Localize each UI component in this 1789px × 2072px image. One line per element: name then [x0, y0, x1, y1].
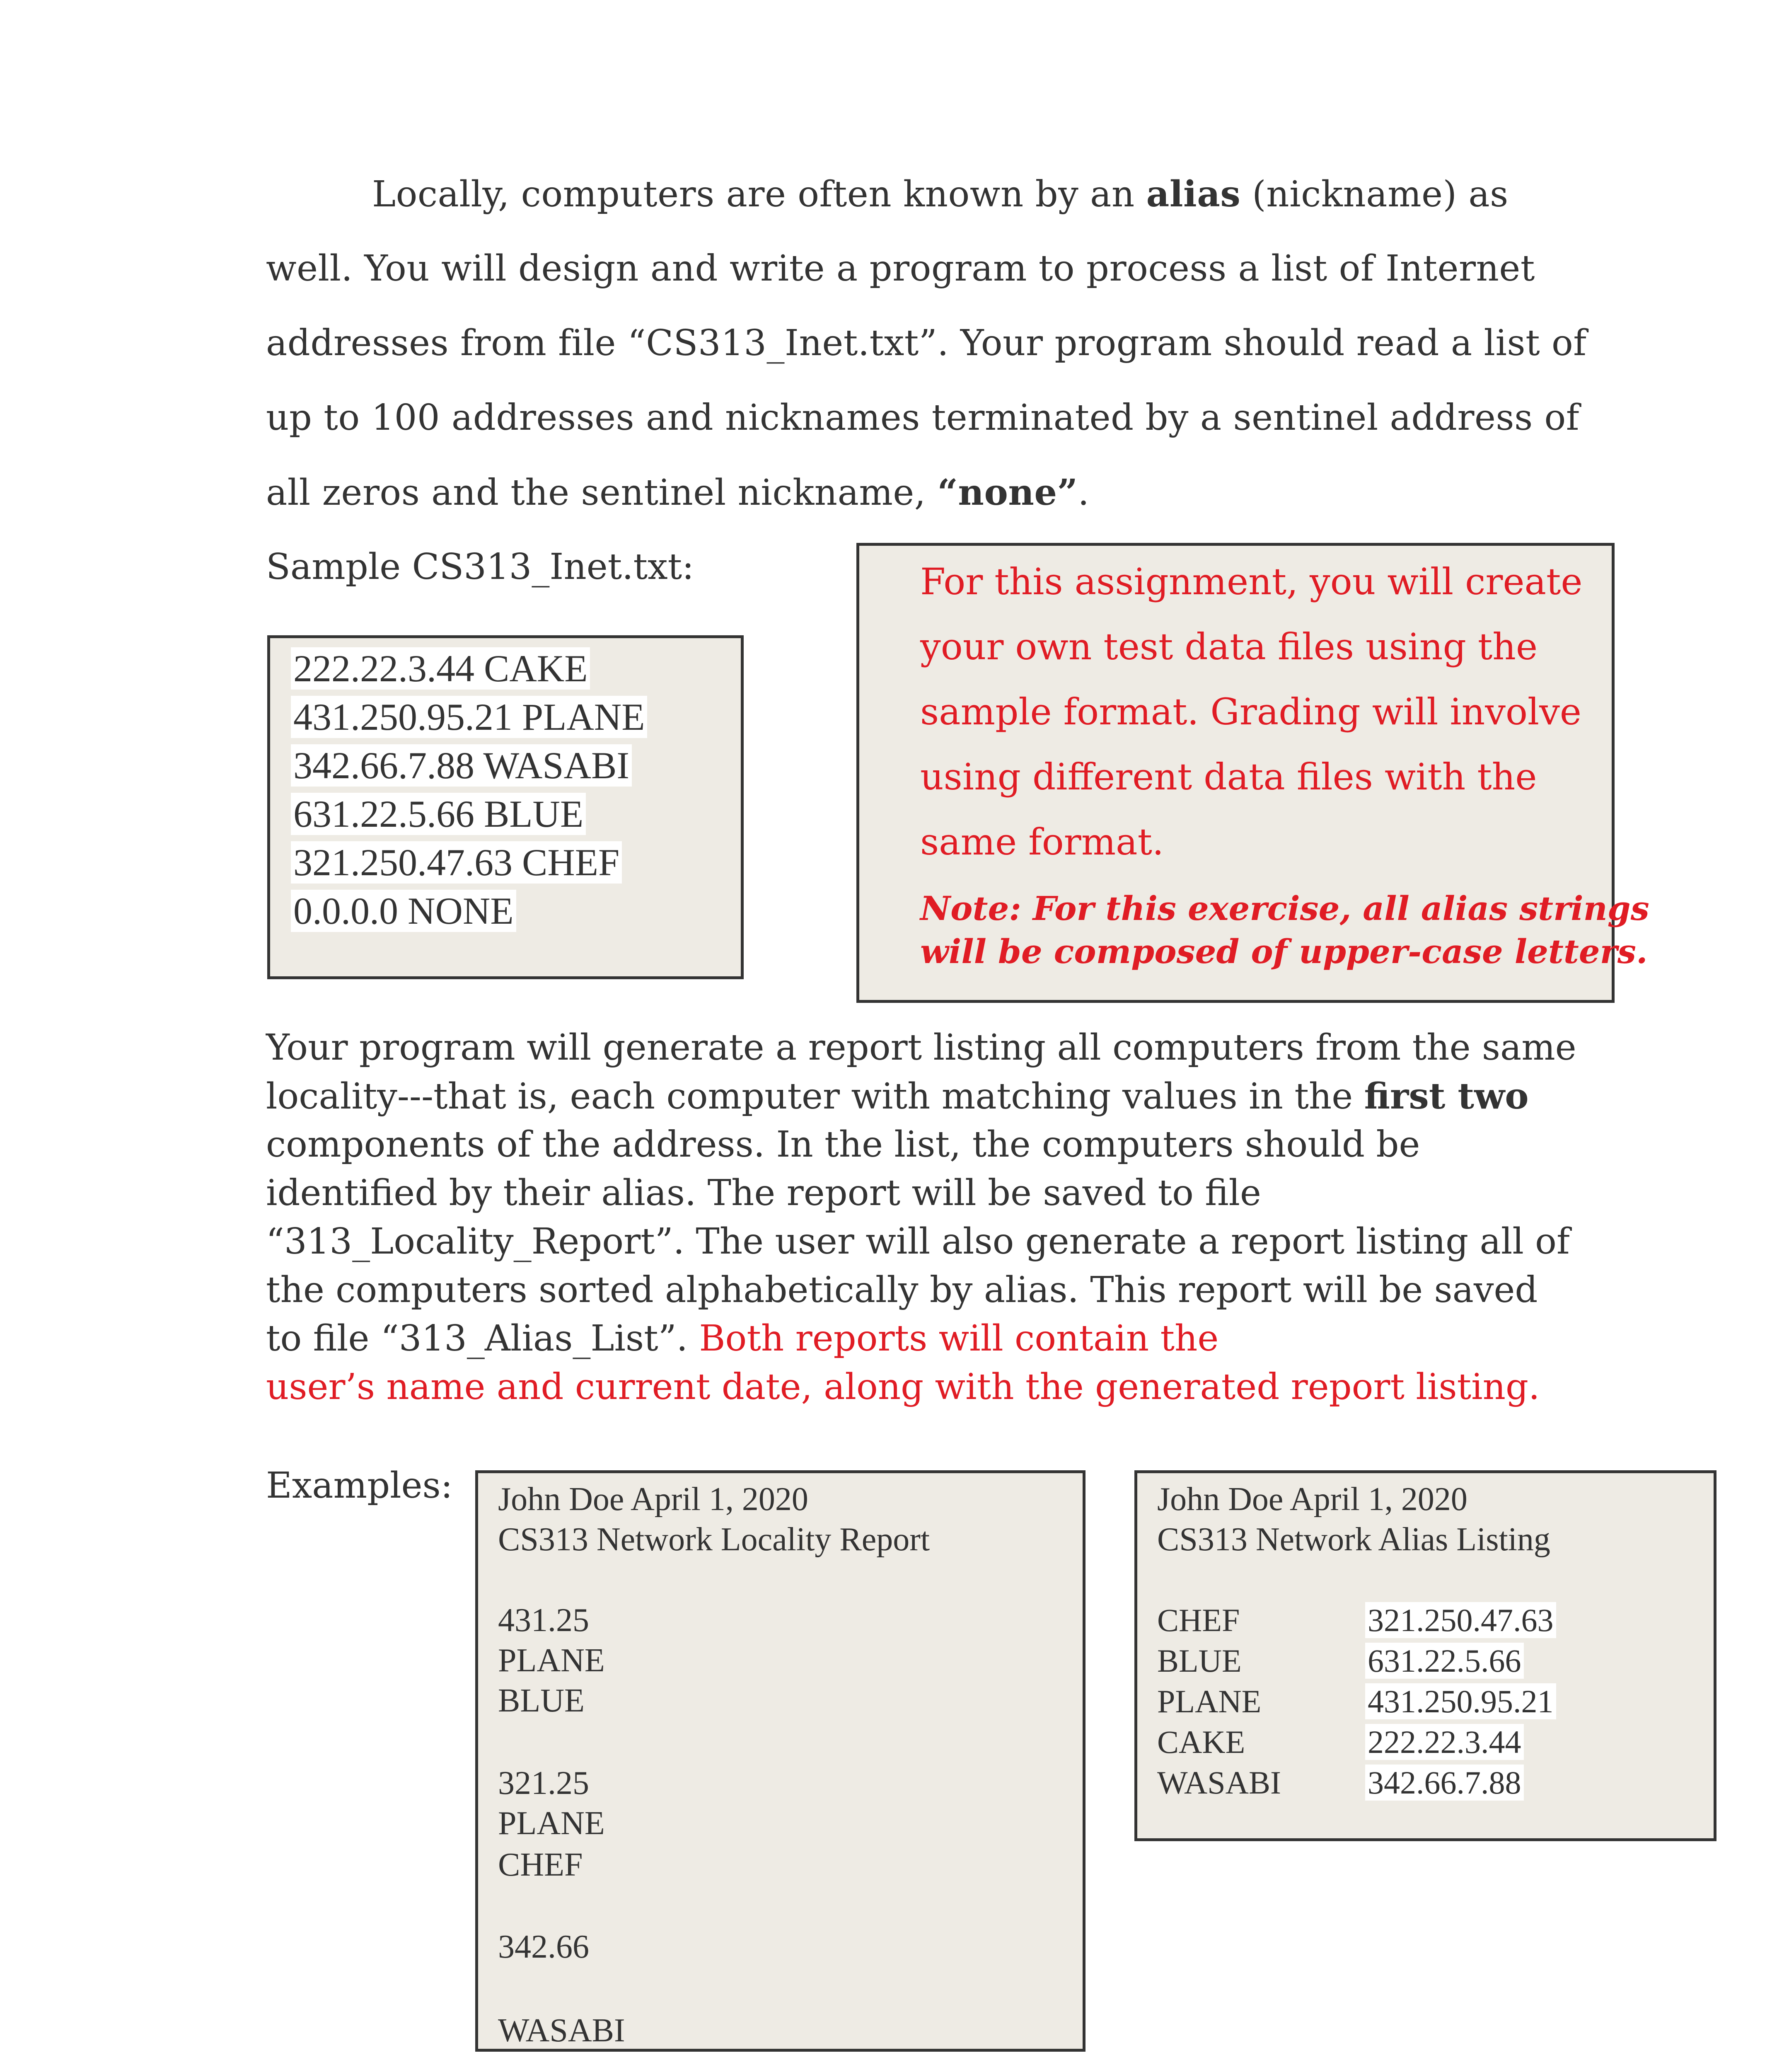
sample-file-box — [267, 635, 744, 979]
alias-ip: 342.66.7.88 — [1365, 1764, 1524, 1801]
report-para-line-8: user’s name and current date, along with the generated report listing. — [266, 1366, 1540, 1408]
alias-name: PLANE — [1157, 1683, 1262, 1719]
report-para-line-6: the computers sorted alphabetically by alias. This report will be saved — [266, 1269, 1538, 1311]
intro-line-2: well. You will design and write a program to process a list of Internet — [266, 248, 1535, 289]
notice-line: your own test data files using the — [920, 625, 1538, 668]
report-text: locality---that is, each computer with matching values in the — [266, 1076, 1364, 1117]
sample-line: 321.250.47.63 CHEF — [291, 840, 622, 884]
alias-name: CHEF — [1157, 1602, 1240, 1638]
sample-line: 342.66.7.88 WASABI — [291, 743, 632, 787]
locality-alias: PLANE — [498, 1805, 605, 1842]
note-emphasis: Note: For this exercise, all alias strings — [920, 889, 1649, 928]
alias-name: CAKE — [1157, 1724, 1245, 1760]
sample-line: 222.22.3.44 CAKE — [291, 646, 590, 690]
locality-alias: PLANE — [498, 1642, 605, 1679]
intro-line-4: up to 100 addresses and nicknames terminated by a sentinel address of — [266, 397, 1580, 438]
alias-ip: 431.250.95.21 — [1365, 1683, 1556, 1720]
intro-line-5 — [266, 472, 1089, 513]
intro-text: Locally, computers are often known by an — [372, 174, 1146, 215]
note-emphasis: will be composed of upper-case letters. — [920, 932, 1648, 971]
report-para-line-1: Your program will generate a report listing all computers from the same — [266, 1027, 1576, 1068]
sample-label: Sample CS313_Inet.txt: — [266, 546, 694, 588]
report-para-line-3: components of the address. In the list, the computers should be — [266, 1124, 1420, 1165]
sample-line: 431.250.95.21 PLANE — [291, 695, 647, 739]
report-text: to file “313_Alias_List”. — [266, 1318, 699, 1359]
intro-bold-none: “none” — [937, 472, 1078, 513]
alias-ip: 631.22.5.66 — [1365, 1642, 1524, 1680]
locality-prefix: 431.25 — [498, 1602, 589, 1639]
notice-line: same format. — [920, 821, 1164, 863]
locality-report-example — [475, 1470, 1085, 2052]
alias-name: BLUE — [1157, 1643, 1242, 1679]
sample-line: 0.0.0.0 NONE — [291, 889, 516, 933]
report-para-line-2 — [266, 1075, 1529, 1117]
examples-label: Examples: — [266, 1465, 453, 1506]
alias-ip: 321.250.47.63 — [1365, 1602, 1556, 1639]
alias-listing-example — [1134, 1470, 1716, 1841]
intro-text: all zeros and the sentinel nickname, — [266, 472, 938, 513]
sample-line: 631.22.5.66 BLUE — [291, 792, 586, 836]
locality-header-title: CS313 Network Locality Report — [498, 1521, 930, 1558]
intro-bold-alias: alias — [1146, 173, 1241, 215]
report-para-line-4: identified by their alias. The report will be saved to file — [266, 1172, 1261, 1214]
report-bold-first-two: first two — [1364, 1075, 1529, 1117]
locality-prefix: 342.66 — [498, 1929, 589, 1965]
intro-text: . — [1078, 472, 1090, 513]
alias-header-user-date: John Doe April 1, 2020 — [1157, 1481, 1467, 1518]
alias-ip: 222.22.3.44 — [1365, 1723, 1524, 1761]
notice-line: For this assignment, you will create — [920, 560, 1583, 603]
locality-header-user-date: John Doe April 1, 2020 — [498, 1481, 808, 1518]
locality-alias: CHEF — [498, 1847, 583, 1883]
alias-header-title: CS313 Network Alias Listing — [1157, 1521, 1550, 1558]
report-para-line-5: “313_Locality_Report”. The user will also generate a report listing all of — [266, 1221, 1570, 1262]
report-para-line-7 — [266, 1318, 1218, 1359]
notice-line: using different data files with the — [920, 755, 1537, 798]
locality-alias: BLUE — [498, 1682, 585, 1719]
alias-name: WASABI — [1157, 1765, 1281, 1801]
notice-line: sample format. Grading will involve — [920, 690, 1581, 733]
report-red-text: Both reports will contain the — [699, 1318, 1219, 1359]
locality-prefix: 321.25 — [498, 1765, 589, 1801]
intro-line-1 — [372, 173, 1509, 215]
intro-text: (nickname) as — [1240, 174, 1509, 215]
locality-alias: WASABI — [498, 2012, 625, 2049]
intro-line-3: addresses from file “CS313_Inet.txt”. Your program should read a list of — [266, 322, 1587, 364]
assignment-notice-box — [856, 543, 1649, 1003]
